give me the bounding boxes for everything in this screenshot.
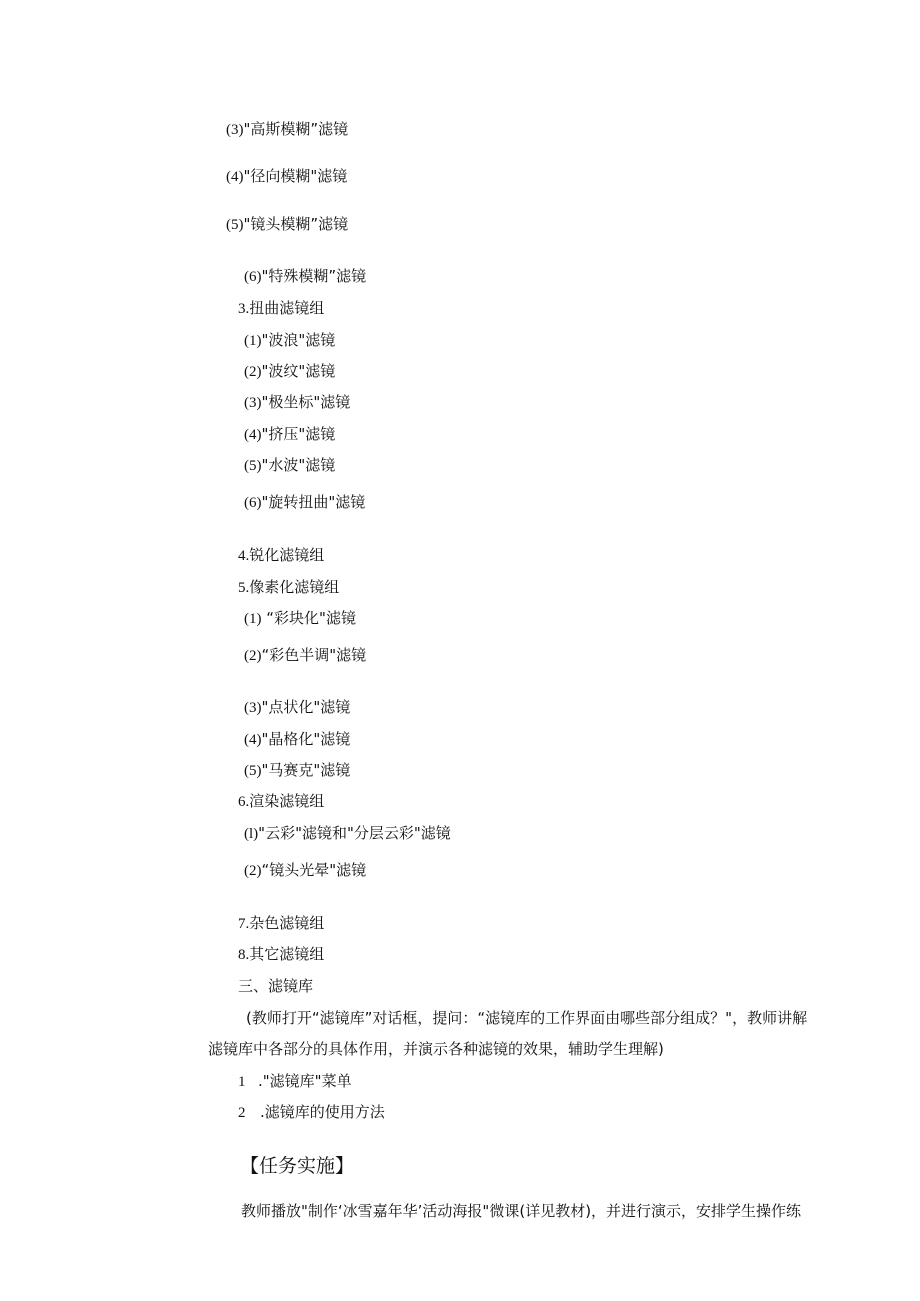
item-number: (6)	[244, 495, 262, 511]
item-number: (3)	[244, 395, 262, 411]
item-number: 8.	[238, 947, 250, 963]
list-item	[244, 492, 365, 513]
item-text: 扭曲滤镜组	[249, 299, 325, 317]
item-text: 【任务实施】	[240, 1155, 355, 1177]
item-text: "径向模糊"滤镜	[243, 167, 348, 185]
item-text: "高斯模糊”滤镜	[243, 120, 349, 138]
item-number: (2)	[244, 648, 262, 664]
item-text: ."滤镜库"菜单	[258, 1072, 352, 1090]
list-item	[244, 424, 335, 445]
item-number: 5.	[238, 580, 250, 596]
item-text: "波纹"滤镜	[261, 362, 336, 380]
item-text: 像素化滤镜组	[249, 578, 340, 596]
item-text: 渲染滤镜组	[249, 792, 325, 810]
list-item	[244, 392, 350, 413]
item-text: 锐化滤镜组	[249, 546, 325, 564]
item-number: 1	[238, 1074, 246, 1090]
list-item	[244, 266, 366, 287]
list-item	[244, 823, 451, 844]
item-text: "特殊模糊”滤镜	[261, 267, 367, 285]
item-number: (1)	[244, 611, 262, 627]
item-number: (5)	[226, 217, 244, 233]
list-item	[244, 330, 335, 351]
task-heading	[240, 1154, 354, 1178]
item-number: (l)	[244, 826, 259, 842]
list-item	[244, 608, 356, 629]
item-text: "极坐标"滤镜	[261, 393, 351, 411]
list-item	[244, 760, 350, 781]
section-heading	[238, 976, 313, 996]
item-text: "晶格化"滤镜	[261, 730, 351, 748]
list-item	[244, 455, 335, 476]
item-number: 3.	[238, 301, 250, 317]
item-text: "云彩"滤镜和"分层云彩"滤镜	[258, 824, 451, 842]
section-heading	[238, 913, 324, 934]
item-number: (1)	[244, 333, 262, 349]
paragraph-line	[241, 1201, 801, 1221]
item-text: 其它滤镜组	[249, 945, 325, 963]
item-text: "马赛克"滤镜	[261, 761, 351, 779]
section-heading	[238, 944, 324, 965]
list-item	[244, 729, 350, 750]
list-item	[244, 697, 350, 718]
list-item	[244, 645, 366, 666]
item-number: (3)	[226, 122, 244, 138]
item-number: (4)	[244, 732, 262, 748]
item-number: (5)	[244, 763, 262, 779]
section-heading	[238, 577, 339, 598]
item-text: .滤镜库的使用方法	[260, 1103, 385, 1121]
item-number: (2)	[244, 364, 262, 380]
item-text: 教师播放"制作‘冰雪嘉年华’活动海报"微课(详见教材)，并进行演示，安排学生操作练	[241, 1202, 802, 1220]
section-heading	[238, 298, 324, 319]
section-heading	[238, 791, 324, 812]
item-text: (教师打开“滤镜库”对话框，提问：“滤镜库的工作界面由哪些部分组成？"，教师讲解	[246, 1009, 808, 1027]
item-number: (6)	[244, 269, 262, 285]
item-text: "水波"滤镜	[261, 456, 336, 474]
section-heading	[238, 545, 324, 566]
item-number: 6.	[238, 794, 250, 810]
paragraph-line	[208, 1039, 664, 1059]
item-text: “镜头光晕"滤镜	[261, 861, 367, 879]
paragraph-line	[246, 1008, 807, 1028]
item-number: 2	[238, 1105, 246, 1121]
item-number: (4)	[226, 169, 244, 185]
list-item	[226, 214, 348, 235]
item-text: 杂色滤镜组	[249, 914, 325, 932]
item-text: 滤镜库中各部分的具体作用，并演示各种滤镜的效果，辅助学生理解)	[208, 1040, 664, 1058]
item-number: (2)	[244, 863, 262, 879]
item-text: "波浪"滤镜	[261, 331, 336, 349]
item-text: "挤压"滤镜	[261, 425, 336, 443]
item-number: (5)	[244, 458, 262, 474]
item-text: 三、滤镜库	[238, 977, 314, 995]
list-item	[244, 860, 366, 881]
item-text: "旋转扭曲"滤镜	[261, 493, 366, 511]
item-text: “彩块化"滤镜	[261, 609, 356, 627]
list-item	[226, 166, 347, 187]
item-number: 7.	[238, 916, 250, 932]
list-item	[244, 361, 335, 382]
item-number: (3)	[244, 700, 262, 716]
item-text: "镜头模糊”滤镜	[243, 215, 349, 233]
item-text: “彩色半调"滤镜	[261, 646, 367, 664]
item-number: (4)	[244, 427, 262, 443]
list-item	[238, 1102, 385, 1123]
item-text: "点状化"滤镜	[261, 698, 351, 716]
list-item	[238, 1071, 352, 1092]
item-number: 4.	[238, 548, 250, 564]
list-item	[226, 119, 348, 140]
